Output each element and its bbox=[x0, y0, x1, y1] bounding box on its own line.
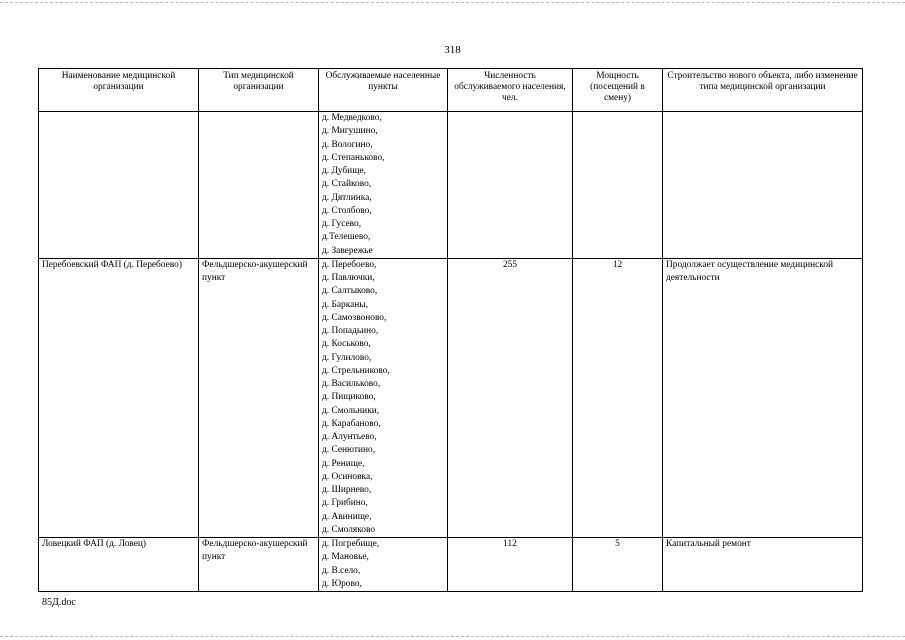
footer-filename: 85Д.doc bbox=[42, 597, 76, 608]
locality-item: д. Стайково, bbox=[322, 179, 372, 190]
locality-item: д.Телешево, bbox=[322, 232, 371, 243]
locality-item: д. Дубище, bbox=[322, 166, 366, 176]
header-construction: Строительство нового объекта, либо изменение типа медицинской организации bbox=[663, 69, 863, 112]
locality-item: д. Гулилово, bbox=[322, 352, 372, 363]
population-cell: 255 bbox=[448, 258, 573, 537]
locality-item: д. Мигушино, bbox=[322, 126, 378, 137]
locality-item: д. Самозвоново, bbox=[322, 312, 387, 323]
table-row bbox=[39, 538, 863, 592]
locality-item: д. Степаньково, bbox=[322, 152, 385, 163]
page-number: 318 bbox=[444, 44, 461, 56]
header-localities: Обслуживаемые населенные пункты bbox=[319, 69, 448, 112]
locality-item: д. Дятлинка, bbox=[322, 192, 372, 203]
locality-item: д. Павлючки, bbox=[322, 273, 375, 283]
locality-item: д. Алунтьево, bbox=[322, 432, 377, 442]
locality-item: д. Гусево, bbox=[322, 219, 362, 229]
org-name-cell: Ловецкий ФАП (д. Ловец) bbox=[39, 538, 199, 592]
locality-item: д. Перебоево, bbox=[322, 259, 377, 270]
org-type-cell: Фельдшерско-акушерский пункт bbox=[199, 538, 319, 592]
locality-item: д. Васильково, bbox=[322, 379, 381, 389]
org-name-cell: Перебоевский ФАП (д. Перебоево) bbox=[39, 258, 199, 537]
locality-item: д. Грибино, bbox=[322, 498, 368, 509]
locality-item: д. Смольники, bbox=[322, 405, 380, 416]
population-cell: 112 bbox=[448, 538, 573, 592]
medical-organizations-table bbox=[38, 68, 863, 592]
locality-item: д. Стрельниково, bbox=[322, 365, 390, 376]
construction-cell bbox=[663, 112, 863, 259]
locality-item: д. Смоляково bbox=[322, 524, 376, 535]
capacity-cell: 5 bbox=[573, 538, 663, 592]
locality-item: д. Коськово, bbox=[322, 339, 371, 350]
org-type-cell bbox=[199, 112, 319, 259]
locality-item: д. Ширнево, bbox=[322, 485, 372, 495]
construction-cell: Капитальный ремонт bbox=[663, 538, 863, 592]
org-name-cell bbox=[39, 112, 199, 259]
localities-cell bbox=[319, 258, 448, 537]
table-row bbox=[39, 112, 863, 259]
locality-item: д. Ренище, bbox=[322, 458, 365, 469]
locality-item: д. Погребище, bbox=[322, 539, 380, 549]
page-bottom-edge bbox=[0, 636, 905, 637]
capacity-cell bbox=[573, 112, 663, 259]
locality-item: д. Авинище, bbox=[322, 511, 372, 522]
locality-item: д. Салтыково, bbox=[322, 286, 378, 297]
locality-item: д. Сенютино, bbox=[322, 445, 376, 456]
table-header-row bbox=[39, 69, 863, 112]
locality-item: д. Осиновка, bbox=[322, 471, 373, 482]
header-population: Численность обслуживаемого населения, чел. bbox=[448, 69, 573, 112]
page-top-edge bbox=[0, 2, 905, 3]
locality-item: д. Юрово, bbox=[322, 578, 362, 589]
locality-item: д. Завережье bbox=[322, 245, 373, 256]
header-org-type: Тип медицинской организации bbox=[199, 69, 319, 112]
locality-item: д. Мановье, bbox=[322, 552, 369, 563]
org-type-cell: Фельдшерско-акушерский пункт bbox=[199, 258, 319, 537]
locality-item: д. Вологино, bbox=[322, 139, 373, 150]
locality-item: д. Барканы, bbox=[322, 299, 368, 310]
locality-item: д. Медведково, bbox=[322, 113, 382, 123]
localities-cell bbox=[319, 538, 448, 592]
capacity-cell: 12 bbox=[573, 258, 663, 537]
table-row bbox=[39, 258, 863, 537]
locality-item: д. Столбово, bbox=[322, 205, 372, 216]
population-cell bbox=[448, 112, 573, 259]
locality-item: д. В.село, bbox=[322, 565, 361, 576]
header-capacity: Мощность (посещений в смену) bbox=[573, 69, 663, 112]
localities-cell bbox=[319, 112, 448, 259]
locality-item: д. Попадьино, bbox=[322, 326, 379, 336]
construction-cell: Продолжает осуществление медицинской деятельности bbox=[663, 258, 863, 537]
locality-item: д. Пищиково, bbox=[322, 392, 376, 403]
header-org-name: Наименование медицинской организации bbox=[39, 69, 199, 112]
locality-item: д. Карабаново, bbox=[322, 418, 381, 429]
